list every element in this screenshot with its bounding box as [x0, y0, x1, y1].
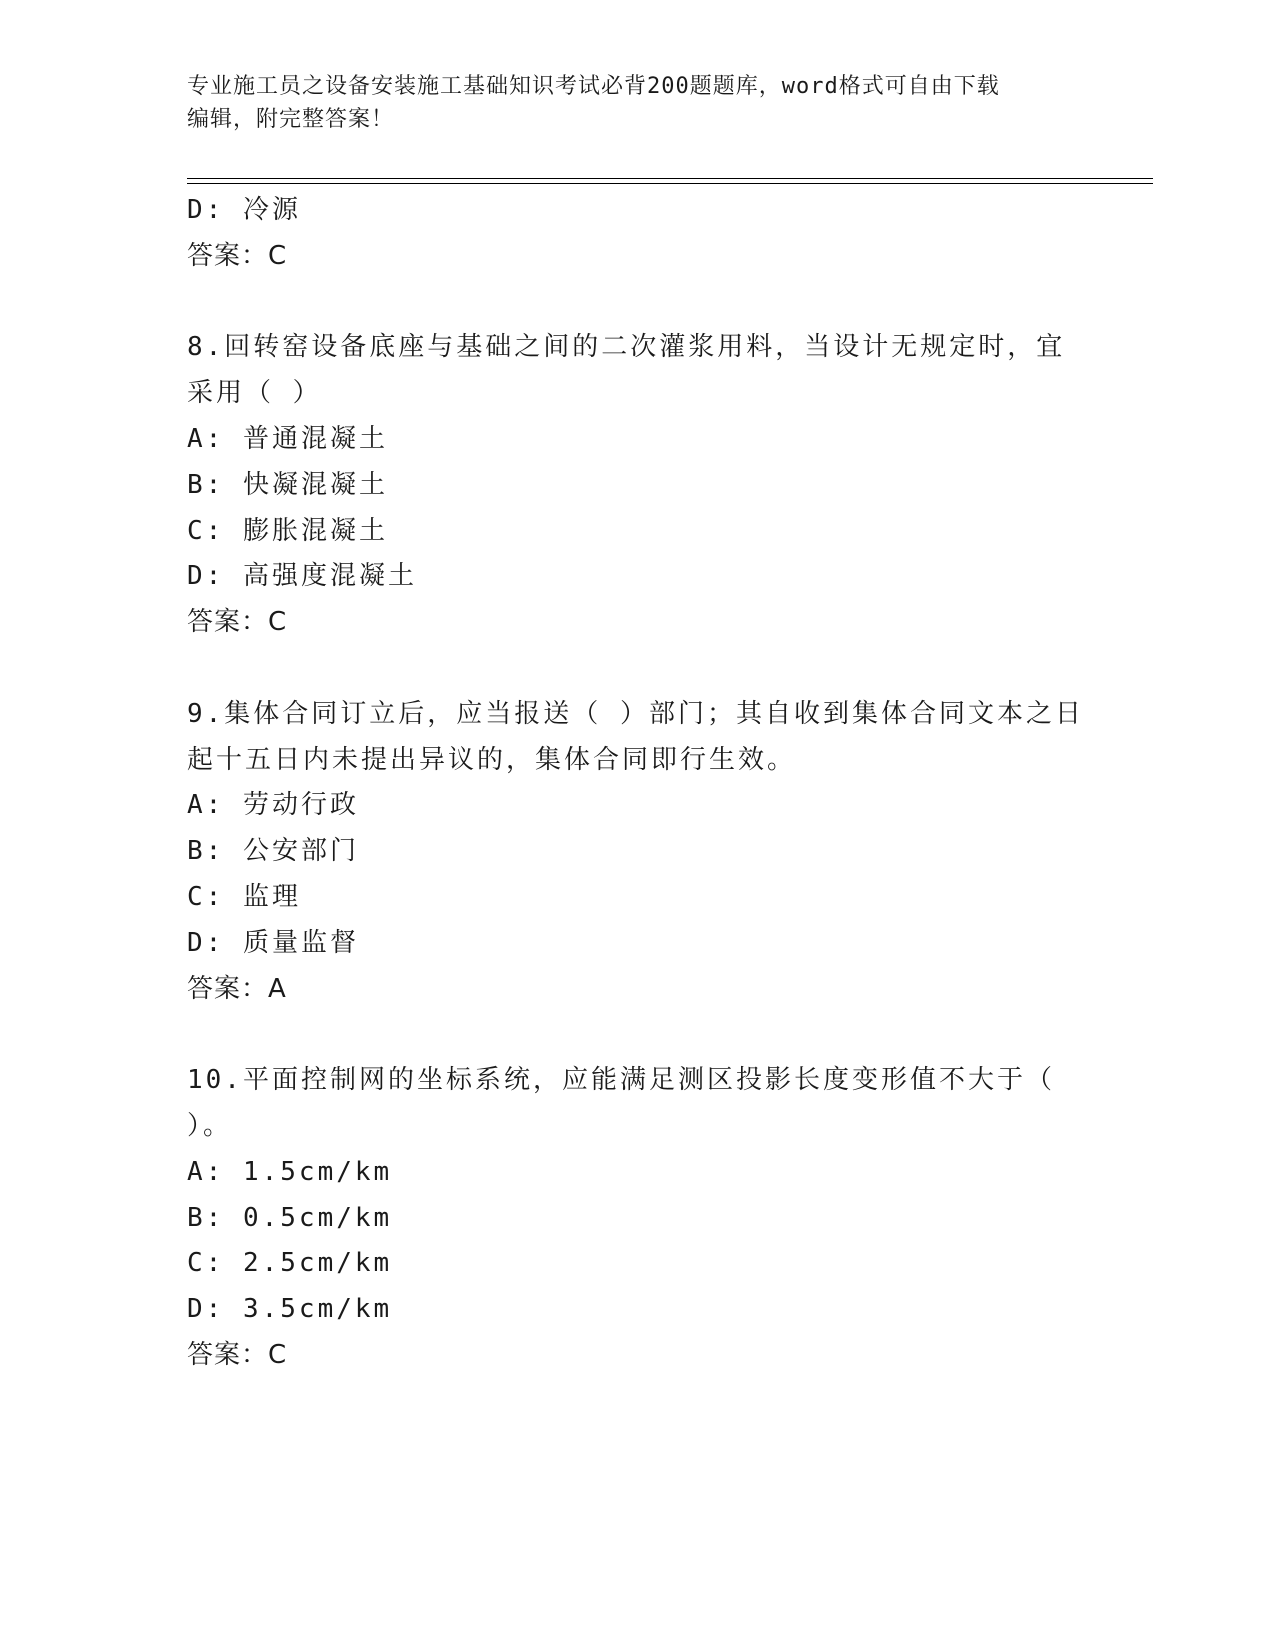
option-b: B: 0.5cm/km	[187, 1202, 393, 1233]
option-a: A: 劳动行政	[187, 790, 359, 821]
question-10	[187, 1058, 1087, 1379]
option-b: B: 快凝混凝土	[187, 469, 388, 500]
option-a: A: 1.5cm/km	[187, 1156, 393, 1187]
question-stem-continued: 采用（ ）	[187, 378, 322, 409]
answer: 答案：C	[187, 240, 288, 271]
option-a: A: 普通混凝土	[187, 423, 388, 454]
question-stem-continued: ）。	[187, 1110, 233, 1141]
answer: 答案：C	[187, 607, 288, 638]
spacer	[187, 646, 1087, 692]
question-stem: 10.平面控制网的坐标系统，应能满足测区投影长度变形值不大于（	[187, 1065, 1055, 1096]
option-c: C: 膨胀混凝土	[187, 515, 388, 546]
header-line-1: 专业施工员之设备安装施工基础知识考试必背200题题库，word格式可自由下载	[187, 74, 1000, 99]
option-d: D: 3.5cm/km	[187, 1294, 393, 1325]
question-7-tail	[187, 188, 1087, 280]
option-c: C: 2.5cm/km	[187, 1248, 393, 1279]
question-stem: 8.回转窑设备底座与基础之间的二次灌浆用料，当设计无规定时，宜	[187, 332, 1066, 363]
header-divider-top	[187, 178, 1153, 179]
header-line-2: 编辑，附完整答案！	[187, 107, 395, 132]
option-d: D: 冷源	[187, 195, 301, 225]
option-d: D: 高强度混凝土	[187, 561, 417, 592]
answer: 答案：A	[187, 973, 287, 1004]
question-9	[187, 692, 1087, 1013]
spacer	[187, 1012, 1087, 1058]
question-stem: 9.集体合同订立后，应当报送（ ）部门；其自收到集体合同文本之日	[187, 698, 1084, 729]
spacer	[187, 280, 1087, 326]
header-divider-bottom	[187, 183, 1153, 184]
answer: 答案：C	[187, 1339, 288, 1370]
question-8	[187, 325, 1087, 646]
question-stem-continued: 起十五日内未提出异议的，集体合同即行生效。	[187, 744, 797, 775]
option-c: C: 监理	[187, 881, 301, 912]
option-d: D: 质量监督	[187, 927, 359, 958]
document-header	[187, 70, 1087, 136]
question-list	[187, 188, 1087, 1379]
option-b: B: 公安部门	[187, 836, 359, 867]
